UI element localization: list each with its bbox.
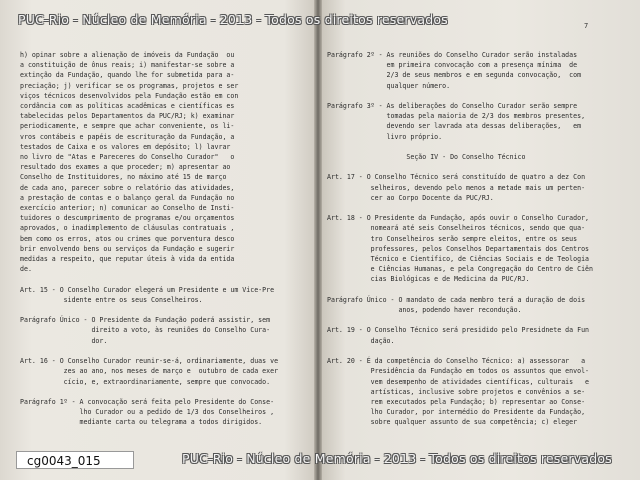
text-line: Art. 19 - O Conselho Técnico será presidido pelo Presidnete da Fun [327, 326, 590, 335]
watermark-top: PUC-Rio - Núcleo de Memória - 2013 - Todos os direitos reservados [18, 12, 448, 27]
text-line: preciação; j) verificar se os programas, projetos e ser [20, 81, 239, 90]
page-number: 7 [584, 22, 589, 30]
text-line: rem executados pela Fundação; b) representar ao Conse- [327, 397, 586, 406]
text-line: lho Curador ou a pedido de 1/3 dos Conselheiros , [20, 408, 275, 417]
text-line: Art. 15 - O Conselho Curador elegerá um Presidente e um Vice-Pre [20, 285, 275, 294]
text-line [327, 315, 593, 325]
text-line: anos, podendo haver recondução. [327, 306, 522, 315]
text-line: tomadas pela maioria de 2/3 dos membros presentes, [327, 112, 586, 121]
text-line: Parágrafo 1º - A convocação será feita pelo Presidente do Conse- [20, 397, 275, 406]
text-line: periodicamente, e sempre que achar conveniente, os li- [20, 122, 235, 131]
text-line: Parágrafo Único - O Presidente da Fundação poderá assistir, sem [20, 316, 271, 325]
text-line: Parágrafo Único - O mandato de cada membro terá a duração de dois [327, 295, 586, 304]
text-line: vros contábeis e papéis de escrituração da Fundação, a [20, 132, 235, 141]
text-line: dação. [327, 336, 395, 345]
text-line: Parágrafo 2º - As reuniões do Conselho Curador serão instaladas [327, 51, 578, 59]
text-line [327, 203, 593, 213]
text-line: cício, e, extraordinariamente, sempre que convocado. [20, 377, 271, 386]
text-line [327, 91, 593, 101]
text-line: artísticas, inclusive sobre projetos e convênios a se- [327, 387, 586, 396]
text-line: Art. 20 - É da competência do Conselho Técnico: a) assessorar a [327, 357, 586, 366]
text-line [327, 285, 593, 295]
text-line: zes ao ano, nos meses de março e outubro de cada exer [20, 367, 279, 376]
text-line [327, 346, 593, 356]
text-line: no livro de "Atas e Pareceres do Conselho Curador" o [20, 153, 235, 162]
book-gutter [314, 0, 322, 480]
text-line: Seção IV - Do Conselho Técnico [327, 153, 526, 162]
text-line: cias Biológicas e de Medicina da PUC/RJ. [327, 275, 530, 284]
text-line [20, 274, 278, 284]
text-line: devendo ser lavrada ata dessas deliberações, em [327, 122, 582, 131]
text-line: 2/3 de seus membros e em segunda convocação, com [327, 71, 582, 80]
text-line: tro Conselheiros serão sempre eleitos, entre os seus [327, 234, 578, 243]
text-line: testados de Caixa e os valores em depósito; l) lavrar [20, 142, 231, 151]
text-line: Conselho de Instituidores, no máximo até 15 de março [20, 173, 227, 182]
text-line: viços técnicos desenvolvidos pela Fundação estão em con [20, 91, 239, 100]
text-line: Parágrafo 3º - As deliberações do Conselho Curador serão sempre [327, 102, 578, 111]
text-line: livro próprio. [327, 132, 443, 141]
text-line: cer ao Corpo Docente da PUC/RJ. [327, 193, 494, 202]
text-line: Técnico e Científico, de Ciências Sociais e de Teologia [327, 255, 590, 264]
text-line: h) opinar sobre a alienação de imóveis da Fundação ou [20, 51, 235, 59]
text-line: bem como os erros, atos ou crimes que porventura desco [20, 234, 235, 243]
text-line: aprovados, o inadimplemento de cláusulas contratuais , [20, 224, 235, 233]
text-line: lho Curador, por intermédio do Presidente da Fundação, [327, 408, 586, 417]
text-line [20, 387, 278, 397]
text-line: brir envolvendo bens ou serviços da Fundação e sugerir [20, 244, 235, 253]
right-page [320, 0, 640, 480]
text-line: qualquer número. [327, 81, 451, 90]
text-line: de cada ano, parecer sobre o relatório das atividades, [20, 183, 235, 192]
document-id-label: cg0043_015 [16, 451, 134, 469]
text-line [20, 346, 278, 356]
text-line: mediante carta ou telegrama a todos dirigidos. [20, 418, 263, 427]
text-line: sidente entre os seus Conselheiros. [20, 295, 203, 304]
text-line: tabelecidas pelos Departamentos da PUC/RJ; k) examinar [20, 112, 235, 121]
text-line: dor. [20, 336, 108, 345]
text-line: de. [20, 265, 32, 274]
text-line: vem desempenho de atividades científicas, culturais e [327, 377, 590, 386]
text-line: resultado dos exames a que proceder; m) apresentar ao [20, 163, 231, 172]
text-line: medidas a respeito, que reputar úteis à vida da entida [20, 255, 235, 264]
text-line: Art. 18 - O Presidente da Fundação, após ouvir o Conselho Curador, [327, 214, 590, 223]
watermark-bottom: PUC-Rio - Núcleo de Memória - 2013 - Todos os direitos reservados [182, 451, 612, 466]
text-line: extinção da Fundação, quando lhe for submetida para a- [20, 71, 235, 80]
text-line: e Ciências Humanas, e pela Congregação do Centro de Ciên [327, 265, 593, 274]
text-line: selheiros, devendo pelo menos a metade mais um perten- [327, 183, 586, 192]
text-line [327, 162, 593, 172]
left-page [0, 0, 316, 480]
right-page-text [327, 50, 593, 428]
text-line: exercício anterior; n) comunicar ao Conselho de Insti- [20, 204, 235, 213]
text-line: direito a voto, às reuniões do Conselho Cura- [20, 326, 271, 335]
text-line: tuidores o descumprimento de programas e/ou orçamentos [20, 214, 235, 223]
text-line [20, 305, 278, 315]
text-line: a prestação de contas e o balanço geral da Fundação no [20, 193, 235, 202]
text-line: Art. 17 - O Conselho Técnico será constituído de quatro a dez Con [327, 173, 586, 182]
text-line: professores, pelos Conselhos Departamentais dos Centros [327, 244, 590, 253]
text-line: a constituição de ônus reais; i) manifestar-se sobre a [20, 61, 235, 70]
text-line: Presidência da Fundação em todos os assuntos que envol- [327, 367, 590, 376]
text-line: em primeira convocação com a presença mínima de [327, 61, 578, 70]
text-line: sobre qualquer assunto de sua competência; c) eleger [327, 418, 578, 427]
left-page-text [20, 50, 278, 428]
text-line: nomeará até seis Conselheiros técnicos, sendo que qua- [327, 224, 586, 233]
text-line: Art. 16 - O Conselho Curador reunir-se-á, ordinariamente, duas ve [20, 357, 279, 366]
text-line: cordância com as políticas acadêmicas e científicas es [20, 102, 235, 111]
text-line [327, 142, 593, 152]
